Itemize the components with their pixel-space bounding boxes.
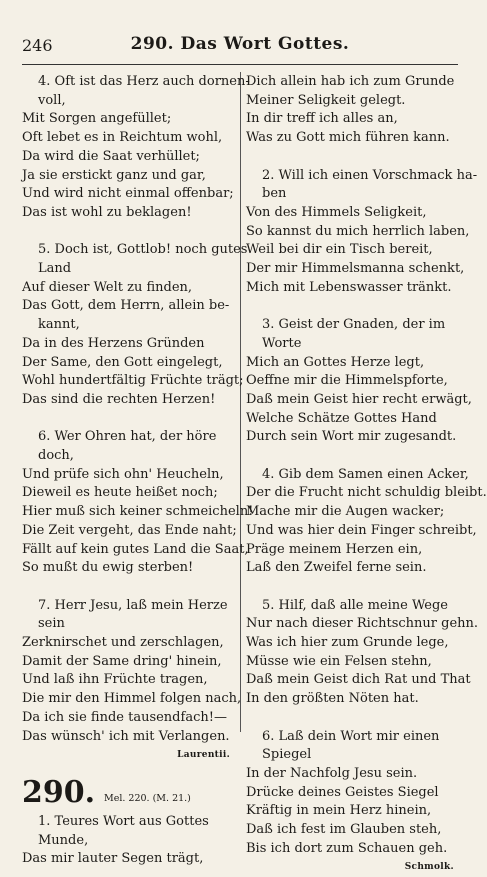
verse-line: 7. Herr Jesu, laß mein Herze	[38, 597, 228, 613]
verse-line: 1. Teures Wort aus Gottes	[38, 813, 209, 829]
verse-line: Und prüfe sich ohn' Heucheln,	[22, 466, 224, 482]
right-column	[246, 73, 487, 877]
stanza-gap	[246, 709, 462, 728]
verse-line: Was zu Gott mich führen kann.	[246, 130, 450, 146]
verse-line: Mit Sorgen angefüllet;	[22, 111, 172, 127]
left-column	[22, 73, 254, 869]
verse-line: Das ist wohl zu beklagen!	[22, 204, 192, 220]
verse-line: 3. Geist der Gnaden, der im	[262, 317, 446, 333]
verse-line: Weil bei dir ein Tisch bereit,	[246, 242, 433, 258]
verse-line: sein	[38, 616, 65, 632]
verse-line: Laß den Zweifel ferne sein.	[246, 560, 427, 576]
verse-line: Mache mir die Augen wacker;	[246, 504, 445, 520]
verse-line: Kräftig in mein Herz hinein,	[246, 803, 432, 819]
column-divider	[240, 72, 241, 732]
verse-line: In dir treff ich alles an,	[246, 111, 398, 127]
hymn-289-verses	[22, 73, 254, 746]
verse-line: Ja sie erstickt ganz und gar,	[22, 167, 206, 183]
verse-line: Der die Frucht nicht schuldig bleibt.	[246, 485, 487, 501]
verse-line: 2. Will ich einen Vorschmack ha-	[262, 167, 478, 183]
verse-line: Meiner Seligkeit gelegt.	[246, 92, 406, 108]
verse-line: Das mir lauter Segen trägt,	[22, 851, 204, 867]
verse-line: Mich mit Lebenswasser tränkt.	[246, 279, 452, 295]
verse-line: Daß ich fest im Glauben steh,	[246, 822, 442, 838]
verse-line: Durch sein Wort mir zugesandt.	[246, 429, 457, 445]
stanza-gap	[246, 447, 462, 466]
verse-line: Wohl hundertfältig Früchte trägt;	[22, 373, 244, 389]
verse-line: Bis ich dort zum Schauen geh.	[246, 840, 448, 856]
verse-line: doch,	[38, 448, 74, 464]
verse-line: Und laß ihn Früchte tragen,	[22, 672, 208, 688]
stanza-gap	[22, 578, 238, 597]
verse-line: Worte	[262, 335, 302, 351]
verse-line: Da in des Herzens Gründen	[22, 335, 205, 351]
hymn-290-verses	[246, 73, 487, 858]
hymn-290-verse-1	[22, 813, 238, 869]
verse-line: Zerknirschet und zerschlagen,	[22, 635, 224, 651]
verse-line: Von des Himmels Seligkeit,	[246, 204, 427, 220]
running-title: 290. Das Wort Gottes.	[130, 34, 350, 54]
verse-line: Oeffne mir die Himmelspforte,	[246, 373, 448, 389]
verse-line: Präge meinem Herzen ein,	[246, 541, 423, 557]
verse-line: Land	[38, 261, 72, 277]
verse-line: ben	[262, 186, 287, 202]
verse-line: So kannst du mich herrlich laben,	[246, 223, 470, 239]
verse-line: Da ich sie finde tausendfach!—	[22, 709, 227, 725]
melody-reference: Mel. 220. (M. 21.)	[104, 792, 191, 804]
verse-line: kannt,	[38, 317, 80, 333]
author-credit: Laurentii.	[177, 750, 230, 761]
verse-line: Und was hier dein Finger schreibt,	[246, 522, 477, 538]
stanza-gap	[246, 578, 462, 597]
page-number: 246	[22, 36, 53, 55]
verse-line: 4. Gib dem Samen einen Acker,	[262, 466, 469, 482]
verse-line: Daß mein Geist hier recht erwägt,	[246, 391, 472, 407]
verse-line: Auf dieser Welt zu finden,	[22, 279, 193, 295]
hymn-heading	[22, 774, 238, 813]
verse-line: Das wünsch' ich mit Verlangen.	[22, 728, 230, 744]
verse-line: 6. Wer Ohren hat, der höre	[38, 429, 217, 445]
verse-line: Müsse wie ein Felsen stehn,	[246, 653, 432, 669]
verse-line: Die mir den Himmel folgen nach,	[22, 691, 242, 707]
verse-line: Was ich hier zum Grunde lege,	[246, 635, 449, 651]
hymn-number: 290.	[22, 774, 96, 810]
verse-line: Das sind die rechten Herzen!	[22, 391, 216, 407]
author-credit: Schmolk.	[404, 862, 454, 873]
verse-line: 5. Hilf, daß alle meine Wege	[262, 597, 448, 613]
verse-line: Mich an Gottes Herze legt,	[246, 354, 425, 370]
verse-line: Der mir Himmelsmanna schenkt,	[246, 261, 465, 277]
verse-line: Da wird die Saat verhüllet;	[22, 148, 200, 164]
stanza-gap	[22, 410, 238, 429]
verse-line: Der Same, den Gott eingelegt,	[22, 354, 223, 370]
stanza-gap	[246, 148, 462, 167]
verse-line: Das Gott, dem Herrn, allein be-	[22, 298, 230, 314]
verse-line: voll,	[38, 92, 66, 108]
verse-line: Drücke deines Geistes Siegel	[246, 784, 439, 800]
verse-line: Die Zeit vergeht, das Ende naht;	[22, 522, 237, 538]
verse-line: So mußt du ewig sterben!	[22, 560, 194, 576]
verse-line: Daß mein Geist dich Rat und That	[246, 672, 471, 688]
verse-line: In den größten Nöten hat.	[246, 691, 419, 707]
verse-line: Oft lebet es in Reichtum wohl,	[22, 130, 223, 146]
verse-line: 6. Laß dein Wort mir einen	[262, 728, 440, 744]
header-rule	[22, 64, 458, 65]
verse-line: Hier muß sich keiner schmeicheln!	[22, 504, 254, 520]
verse-line: Dich allein hab ich zum Grunde	[246, 74, 455, 89]
verse-line: Fällt auf kein gutes Land die Saat,	[22, 541, 249, 557]
verse-line: Welche Schätze Gottes Hand	[246, 410, 437, 426]
verse-line: Munde,	[38, 832, 89, 848]
verse-line: Dieweil es heute heißet noch;	[22, 485, 218, 501]
verse-line: Damit der Same dring' hinein,	[22, 653, 222, 669]
stanza-gap	[22, 223, 238, 242]
verse-line: 4. Oft ist das Herz auch dornen-	[38, 74, 250, 89]
verse-line: In der Nachfolg Jesu sein.	[246, 765, 418, 781]
verse-line: Und wird nicht einmal offenbar;	[22, 186, 234, 202]
verse-line: Spiegel	[262, 747, 312, 763]
verse-line: Nur nach dieser Richtschnur gehn.	[246, 616, 479, 632]
stanza-gap	[246, 297, 462, 316]
verse-line: 5. Doch ist, Gottlob! noch gutes	[38, 242, 248, 258]
page-header	[22, 32, 458, 58]
